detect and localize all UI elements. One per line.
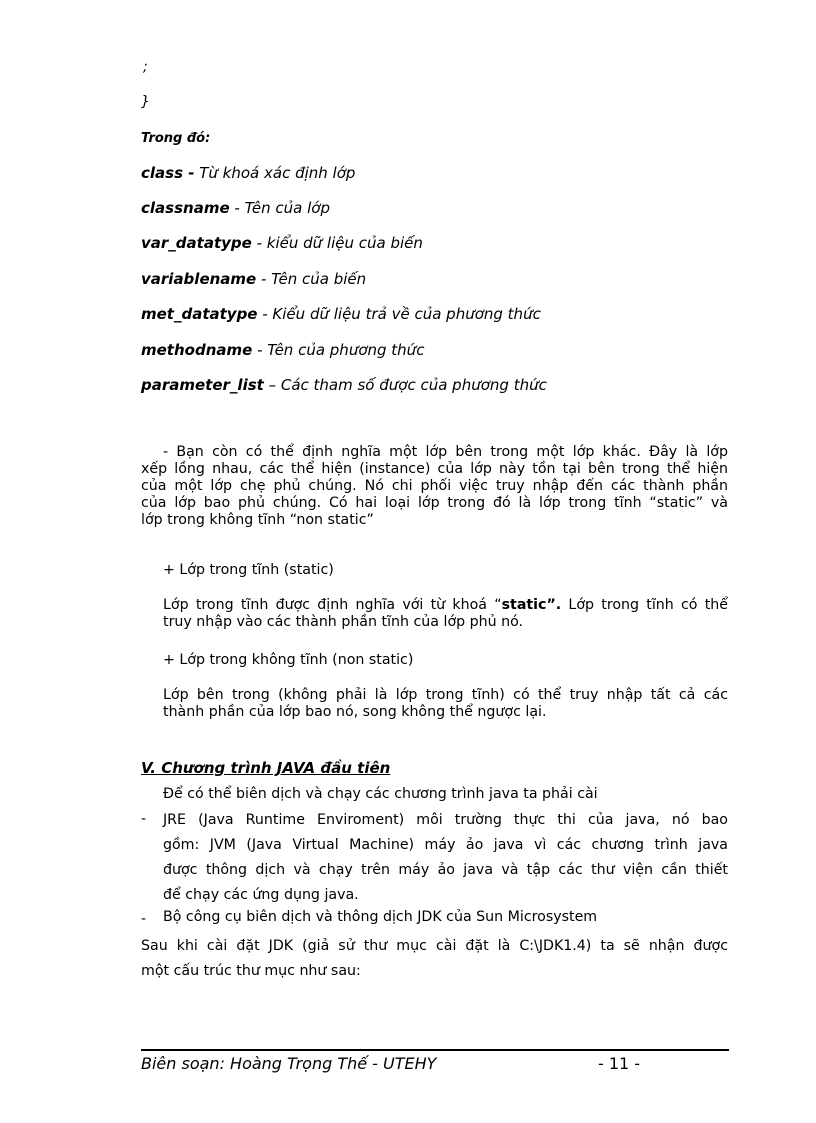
definition-item xyxy=(141,199,330,217)
after-install-paragraph xyxy=(141,934,728,984)
paragraph-line: Sau khi cài đặt JDK (giả sử thư mục cài đặt là C:\JDK1.4) ta sẽ nhận được xyxy=(141,938,728,954)
definition-item xyxy=(141,376,547,394)
nonstatic-class-label: + Lớp trong không tĩnh (non static) xyxy=(163,652,414,668)
paragraph-line: Lớp bên trong (không phải là lớp trong tĩnh) có thể truy nhập tất cả các xyxy=(163,687,728,703)
definition-item xyxy=(141,270,366,288)
paragraph-line: xếp lồng nhau, các thể hiện (instance) của lớp này tồn tại bên trong thể hiện xyxy=(141,461,728,477)
bullet-dash: - xyxy=(141,911,147,927)
definition-desc: - Kiểu dữ liệu trả về của phương thức xyxy=(257,305,541,323)
definition-item xyxy=(141,164,355,182)
nested-class-paragraph xyxy=(141,444,728,529)
definition-term: methodname xyxy=(141,341,253,359)
bullet-line: để chạy các ứng dụng java. xyxy=(163,887,359,903)
definition-desc: - Tên của biến xyxy=(256,270,367,288)
bullet-line: được thông dịch và chạy trên máy ảo java và tập các thư viện cần thiết xyxy=(163,862,728,878)
section-intro: Để có thể biên dịch và chạy các chương trình java ta phải cài xyxy=(163,786,598,802)
paragraph-line xyxy=(163,597,728,614)
text-run: Lớp trong tĩnh có thể xyxy=(561,597,729,613)
footer-author: Biên soạn: Hoàng Trọng Thế - UTEHY xyxy=(141,1054,437,1073)
code-semicolon: ; xyxy=(143,59,148,75)
keyword-static: static”. xyxy=(501,597,562,613)
bullet-line: gồm: JVM (Java Virtual Machine) máy ảo java vì các chương trình java xyxy=(163,837,728,853)
definition-desc: - kiểu dữ liệu của biến xyxy=(251,234,423,252)
bullet-line: JRE (Java Runtime Enviroment) môi trường thực thi của java, nó bao xyxy=(163,812,728,828)
definition-desc: – Các tham số được của phương thức xyxy=(263,376,547,394)
static-class-paragraph xyxy=(163,597,728,631)
paragraph-line: thành phần của lớp bao nó, song không thể ngược lại. xyxy=(163,704,547,720)
nonstatic-class-paragraph xyxy=(163,687,728,721)
definition-term: parameter_list xyxy=(141,376,264,394)
definition-desc: Từ khoá xác định lớp xyxy=(194,164,356,182)
section-title: V. Chương trình JAVA đầu tiên xyxy=(141,759,391,777)
definition-term: variablename xyxy=(141,270,257,288)
paragraph-line: lớp trong không tĩnh “non static” xyxy=(141,512,374,528)
definition-item xyxy=(141,305,541,323)
definition-term: class - xyxy=(141,164,195,182)
bullet-item xyxy=(163,808,728,908)
code-closing-brace: } xyxy=(141,94,150,110)
definition-desc: - Tên của phương thức xyxy=(252,341,425,359)
paragraph-line: của một lớp chẹ phủ chúng. Nó chi phối việc truy nhập đến các thành phần xyxy=(141,478,728,494)
definition-term: classname xyxy=(141,199,230,217)
paragraph-line: truy nhập vào các thành phần tĩnh của lớp phủ nó. xyxy=(163,614,524,630)
paragraph-line: một cấu trúc thư mục như sau: xyxy=(141,963,361,979)
text-run: Lớp trong tĩnh được định nghĩa với từ khoá “ xyxy=(163,597,502,613)
where-heading: Trong đó: xyxy=(141,131,211,146)
definition-item xyxy=(141,234,423,252)
paragraph-line: của lớp bao phủ chúng. Có hai loại lớp trong đó là lớp trong tĩnh “static” và xyxy=(141,495,728,511)
definition-term: met_datatype xyxy=(141,305,258,323)
bullet-dash: - xyxy=(141,811,147,827)
definition-term: var_datatype xyxy=(141,234,252,252)
definition-desc: - Tên của lớp xyxy=(229,199,330,217)
page-number: - 11 - xyxy=(598,1054,641,1073)
static-class-label: + Lớp trong tĩnh (static) xyxy=(163,562,334,578)
bullet-item: Bộ công cụ biên dịch và thông dịch JDK của Sun Microsystem xyxy=(163,909,598,925)
footer-rule xyxy=(141,1049,729,1051)
definition-item xyxy=(141,341,424,359)
paragraph-line: - Bạn còn có thể định nghĩa một lớp bên trong một lớp khác. Đây là lớp xyxy=(163,444,728,460)
